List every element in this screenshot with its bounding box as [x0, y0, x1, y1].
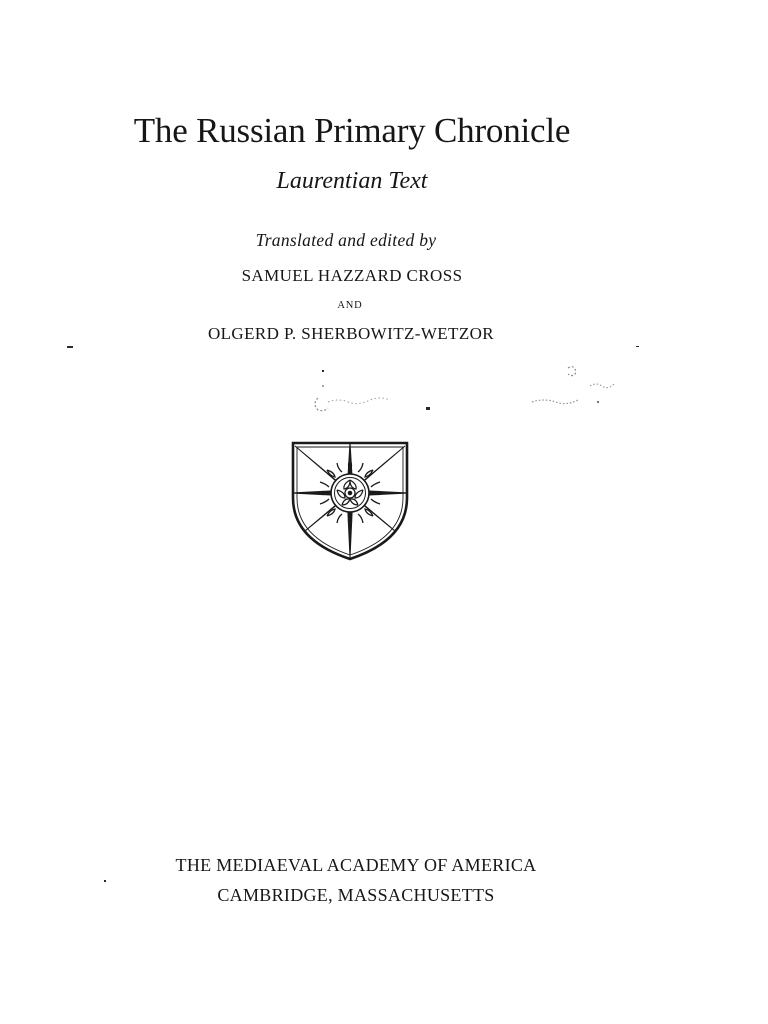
scan-speck	[67, 346, 73, 348]
author-secondary: OLGERD P. SHERBOWITZ-WETZOR	[207, 324, 495, 343]
scan-speck	[636, 346, 639, 347]
heraldic-shield-icon	[289, 440, 411, 562]
publisher-name: THE MEDIAEVAL ACADEMY OF AMERICA	[175, 855, 537, 875]
scan-speck	[426, 407, 430, 410]
author-conjunction: AND	[337, 300, 363, 311]
faded-stamp-right-icon	[528, 360, 618, 416]
author-primary: SAMUEL HAZZARD CROSS	[241, 266, 463, 285]
faded-stamp-left-icon	[308, 380, 398, 414]
scan-speck	[322, 370, 324, 372]
scan-speck	[104, 880, 106, 882]
book-title: The Russian Primary Chronicle	[133, 111, 571, 150]
translator-credit: Translated and edited by	[255, 230, 437, 250]
book-subtitle: Laurentian Text	[276, 168, 428, 194]
publisher-place: CAMBRIDGE, MASSACHUSETTS	[217, 885, 495, 905]
